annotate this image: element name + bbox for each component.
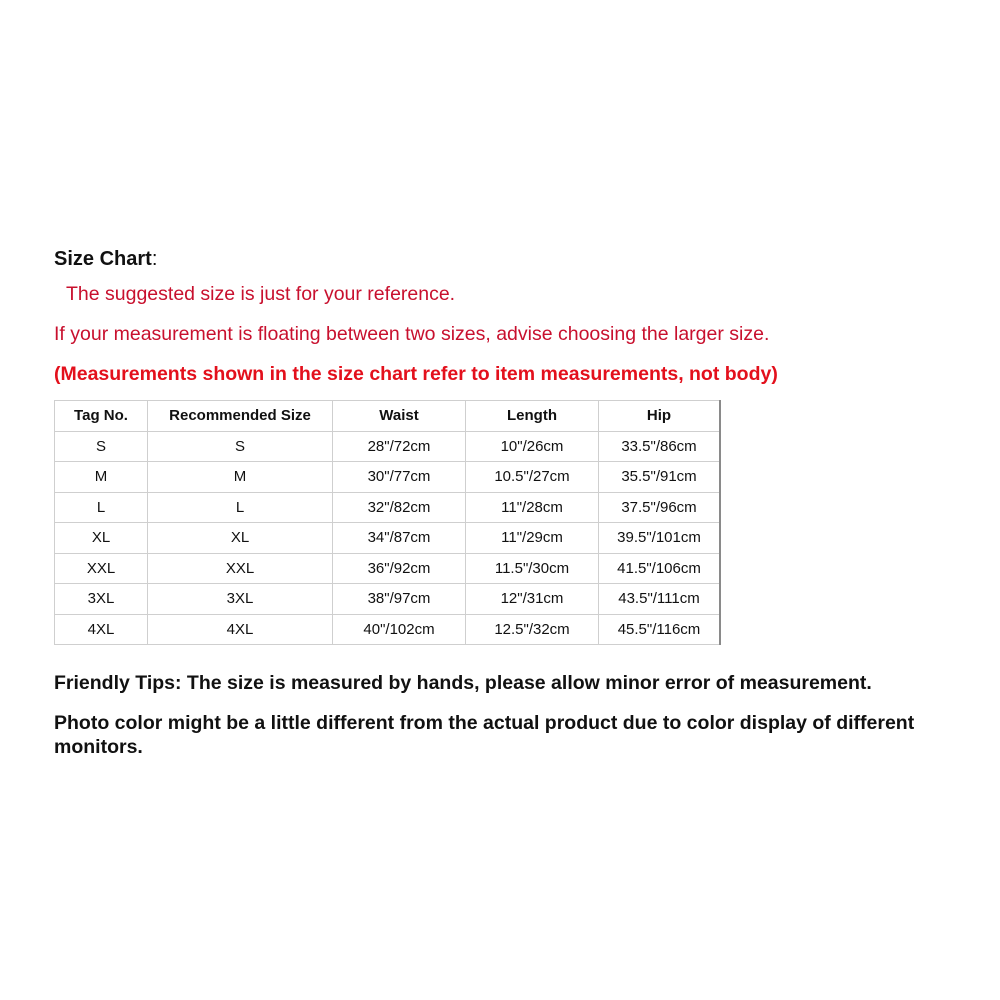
table-row [55, 492, 721, 523]
cell-waist: 28"/72cm [333, 431, 466, 462]
cell-hip: 39.5"/101cm [599, 523, 721, 554]
cell-waist: 36"/92cm [333, 553, 466, 584]
cell-length: 12.5"/32cm [466, 614, 599, 645]
cell-recommended-size: 4XL [148, 614, 333, 645]
header-length: Length [466, 401, 599, 432]
cell-recommended-size: XL [148, 523, 333, 554]
header-hip: Hip [599, 401, 721, 432]
cell-recommended-size: S [148, 431, 333, 462]
cell-length: 11.5"/30cm [466, 553, 599, 584]
size-chart-heading [54, 244, 974, 274]
cell-recommended-size: L [148, 492, 333, 523]
cell-hip: 43.5"/111cm [599, 584, 721, 615]
cell-length: 10.5"/27cm [466, 462, 599, 493]
cell-tag-no: M [55, 462, 148, 493]
cell-waist: 40"/102cm [333, 614, 466, 645]
table-header-row [55, 401, 721, 432]
cell-tag-no: L [55, 492, 148, 523]
cell-waist: 30"/77cm [333, 462, 466, 493]
size-chart-document [54, 244, 974, 759]
cell-tag-no: XXL [55, 553, 148, 584]
cell-waist: 38"/97cm [333, 584, 466, 615]
cell-length: 10"/26cm [466, 431, 599, 462]
cell-hip: 37.5"/96cm [599, 492, 721, 523]
cell-tag-no: 3XL [55, 584, 148, 615]
table-row [55, 584, 721, 615]
cell-tag-no: S [55, 431, 148, 462]
cell-recommended-size: M [148, 462, 333, 493]
cell-hip: 35.5"/91cm [599, 462, 721, 493]
cell-length: 11"/29cm [466, 523, 599, 554]
size-chart-title-colon: : [151, 248, 158, 270]
cell-waist: 34"/87cm [333, 523, 466, 554]
size-chart-title: Size Chart [54, 248, 152, 270]
cell-waist: 32"/82cm [333, 492, 466, 523]
floating-size-note: If your measurement is floating between two sizes, advise choosing the larger size. [54, 323, 770, 345]
table-row [55, 462, 721, 493]
cell-length: 12"/31cm [466, 584, 599, 615]
table-row [55, 553, 721, 584]
cell-recommended-size: XXL [148, 553, 333, 584]
header-waist: Waist [333, 401, 466, 432]
size-table [54, 400, 721, 645]
header-tag-no: Tag No. [55, 401, 148, 432]
header-recommended-size: Recommended Size [148, 401, 333, 432]
friendly-tips: Friendly Tips: The size is measured by hands, please allow minor error of measurement. [54, 672, 872, 694]
reference-note: The suggested size is just for your reference. [66, 283, 456, 305]
cell-length: 11"/28cm [466, 492, 599, 523]
measurement-note: (Measurements shown in the size chart refer to item measurements, not body) [54, 363, 778, 385]
table-row [55, 614, 721, 645]
cell-hip: 41.5"/106cm [599, 553, 721, 584]
cell-hip: 45.5"/116cm [599, 614, 721, 645]
cell-recommended-size: 3XL [148, 584, 333, 615]
cell-tag-no: 4XL [55, 614, 148, 645]
table-row [55, 431, 721, 462]
cell-tag-no: XL [55, 523, 148, 554]
cell-hip: 33.5"/86cm [599, 431, 721, 462]
table-row [55, 523, 721, 554]
photo-color-note: Photo color might be a little different from the actual product due to color display of different monitors. [54, 712, 915, 758]
